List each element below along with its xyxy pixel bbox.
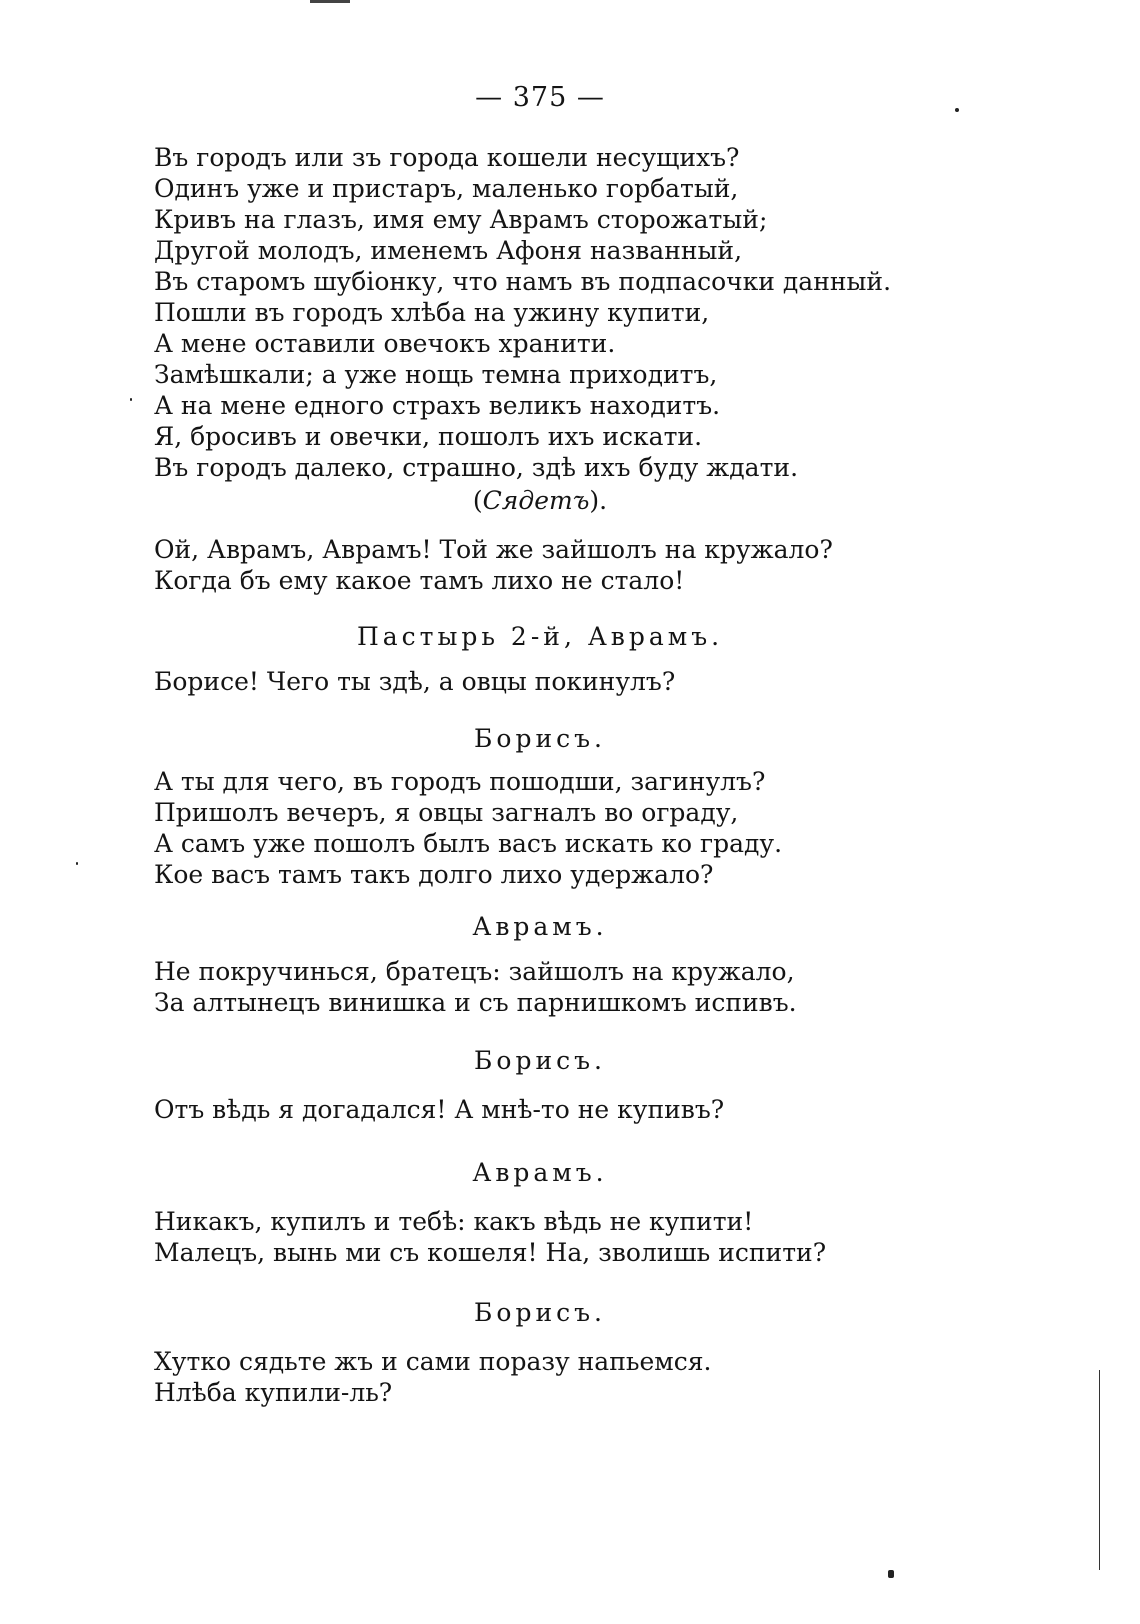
speaker-heading: Борисъ. [474, 1298, 606, 1327]
verse-line: Кое васъ тамъ такъ долго лихо удержало? [154, 860, 714, 889]
verse-line: Когда бъ ему какое тамъ лихо не стало! [154, 566, 685, 595]
verse-line: Пошли въ городъ хлѣба на ужину купити, [154, 298, 710, 327]
verse-line: Нлѣба купили-ль? [154, 1378, 393, 1407]
verse-line: Другой молодъ, именемъ Афоня названный, [154, 236, 743, 265]
speaker-heading: Пастырь 2-й, Аврамъ. [356, 622, 724, 651]
scan-artifact-top [310, 0, 350, 3]
verse-line: Я, бросивъ и овечки, пошолъ ихъ искати. [154, 422, 703, 451]
stage-direction-text: Сядетъ [482, 486, 590, 515]
verse-line: Ой, Аврамъ, Аврамъ! Той же зайшолъ на кружало? [154, 535, 833, 564]
verse-block-2 [154, 534, 914, 596]
verse-line: Замѣшкали; а уже нощь темна приходитъ, [154, 360, 718, 389]
verse-line: Малецъ, вынь ми съ кошеля! На, зволишь испити? [154, 1238, 827, 1267]
verse-line: Одинъ уже и пристаръ, маленько горбатый, [154, 174, 739, 203]
verse-block-1 [154, 142, 914, 483]
verse-block-4 [154, 766, 914, 890]
speaker-heading: Борисъ. [474, 1046, 606, 1075]
scan-speck [888, 1570, 894, 1578]
verse-line: Пришолъ вечеръ, я овцы загналъ во ограду, [154, 798, 739, 827]
verse-line: Въ городъ или зъ города кошели несущихъ? [154, 143, 740, 172]
scan-edge-line [1099, 1370, 1100, 1570]
speaker-heading: Аврамъ. [472, 1158, 608, 1187]
stage-direction: (Сядетъ). [472, 486, 608, 515]
verse-line: Кривъ на глазъ, имя ему Аврамъ сторожатый; [154, 205, 768, 234]
verse-line: А ты для чего, въ городъ пошодши, загинулъ? [154, 767, 766, 796]
verse-line: Отъ вѣдь я догадался! А мнѣ-то не купивъ? [154, 1095, 725, 1124]
verse-line: Борисе! Чего ты здѣ, а овцы покинулъ? [154, 667, 676, 696]
verse-line: Въ старомъ шубiонку, что намъ въ подпасочки данный. [154, 267, 892, 296]
verse-line: А самъ уже пошолъ былъ васъ искать ко граду. [154, 829, 783, 858]
verse-line: За алтынецъ винишка и съ парнишкомъ испивъ. [154, 988, 797, 1017]
verse-block-3 [154, 666, 914, 697]
verse-line: А мене оставили овечокъ хранити. [154, 329, 616, 358]
page-number: — 375 — [475, 82, 605, 113]
verse-line: Не покручинься, братецъ: зайшолъ на кружало, [154, 957, 795, 986]
scan-speck [76, 862, 78, 865]
verse-line: Никакъ, купилъ и тебѣ: какъ вѣдь не купити! [154, 1207, 754, 1236]
verse-block-6 [154, 1094, 914, 1125]
verse-block-5 [154, 956, 914, 1018]
verse-block-8 [154, 1346, 914, 1408]
scan-speck [955, 108, 959, 112]
verse-line: Хутко сядьте жъ и сами поразу напьемся. [154, 1347, 712, 1376]
verse-block-7 [154, 1206, 914, 1268]
verse-line: А на мене едного страхъ великъ находитъ. [154, 391, 721, 420]
speaker-heading: Аврамъ. [472, 912, 608, 941]
scan-speck [130, 398, 132, 401]
speaker-heading: Борисъ. [474, 724, 606, 753]
verse-line: Въ городъ далеко, страшно, здѣ ихъ буду ждати. [154, 453, 799, 482]
